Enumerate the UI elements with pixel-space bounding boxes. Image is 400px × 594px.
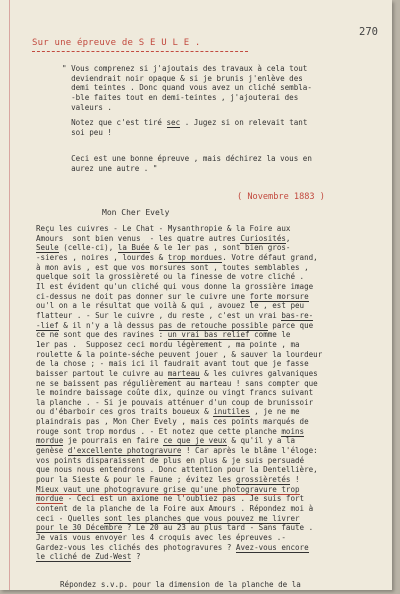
quote-paragraph-1: " Vous comprenez si j'ajoutais des travaux à cela tout deviendrait noir opaque & si je brunis j'enlève des demi teintes . Donc quand vous avez un cliché sembla- -ble faites tout en demi-teintes , j'ajouterai des valeurs . (62, 64, 312, 112)
letter-date: ( Novembre 1883 ) (237, 192, 325, 202)
margin-line (9, 0, 10, 590)
heading-rule (32, 51, 248, 52)
page-heading: Sur une épreuve de S E U L E . (32, 38, 201, 48)
quote-paragraph-3: Ceci est une bonne épreuve , mais déchirez la vous en aurez une autre . " (71, 154, 312, 173)
closing-line: Répondez s.v.p. pour la dimension de la planche de la (60, 580, 301, 589)
salutation: Mon Cher Evely (102, 208, 170, 217)
page-number: 270 (359, 26, 378, 38)
letter-body: Reçu les cuivres - Le Chat - Mysanthropie & la Foire aux Amours sont bien venus - les quatre autres Curiosités, Seule (celle-ci), la Buée & le 1er pas , sont bien gros- -sieres , noires , lourdes & trop mordues. Votre défaut grand, à mon avis , est que vos morsures sont , toutes semblables , quelque soit la grossièreté ou la finesse de votre cliché . Il est évident qu'un cliché qui vous donne la grossière image ci-dessus ne doit pas donner sur le cuivre une forte morsure ou'l on a le résultat que voilà & qui , avouez le , est peu flatteur . - Sur le cuivre , du reste , c'est un vrai bas-re- -lief & il n'y a là dessus pas de retouche possible parce que ce ne sont que des ravines : un vrai bas relief comme le 1er pas . Supposez ceci mordu légèrement , ma pointe , ma roulette & la pointe-séche peuvent jouer , & sauver la lourdeur de la chose ; - mais ici il faudrait avant tout que je fasse baisser partout le cuivre au marteau & les cuivres galvaniques ne se baissent pas régulièrement au marteau ! sans compter que le moindre baissage coûte dix, quinze ou vingt francs suivant la planche . - Si je pouvais atténuer d'un coup de brunissoir ou d'ébarboir ces gros traits boueux & inutiles , je ne me plaindrais pas , Mon Cher Evely , mais ces points marqués de rouge sont trop mordus . - Et notez que cette planche moins mordue je pourrais en faire ce que je veux & qu'il y a la genèse d'excellente photogravure ! Car après le blâme l'éloge: vos points disparaissent de plus en plus & je suis persuadé que nous nous entendrons . Donc attention pour la Dentellière, pour la Sieste & pour le Faune ; évitez les grossièretés ! Mieux vaut une photogravure grise qu'une photogravure trop mordue - Ceci est un axiome ne l'oubliez pas . Je suis fort content de la planche de la Foire aux Amours . Répondez moi à ceci - Quelles sont les planches que vous pouvez me livrer pour le 30 Décembre ? Le 20 au 23 au plus tard - Sans faute . Je vais vous envoyer les 4 croquis avec les épreuves .- Gardez-vous les clichés des photogravures ? Avez-vous encore le cliché de Zud-West ? (36, 224, 323, 562)
quote-paragraph-2: Notez que c'est tiré sec . Jugez si on relevait tant soi peu ! (62, 118, 308, 137)
